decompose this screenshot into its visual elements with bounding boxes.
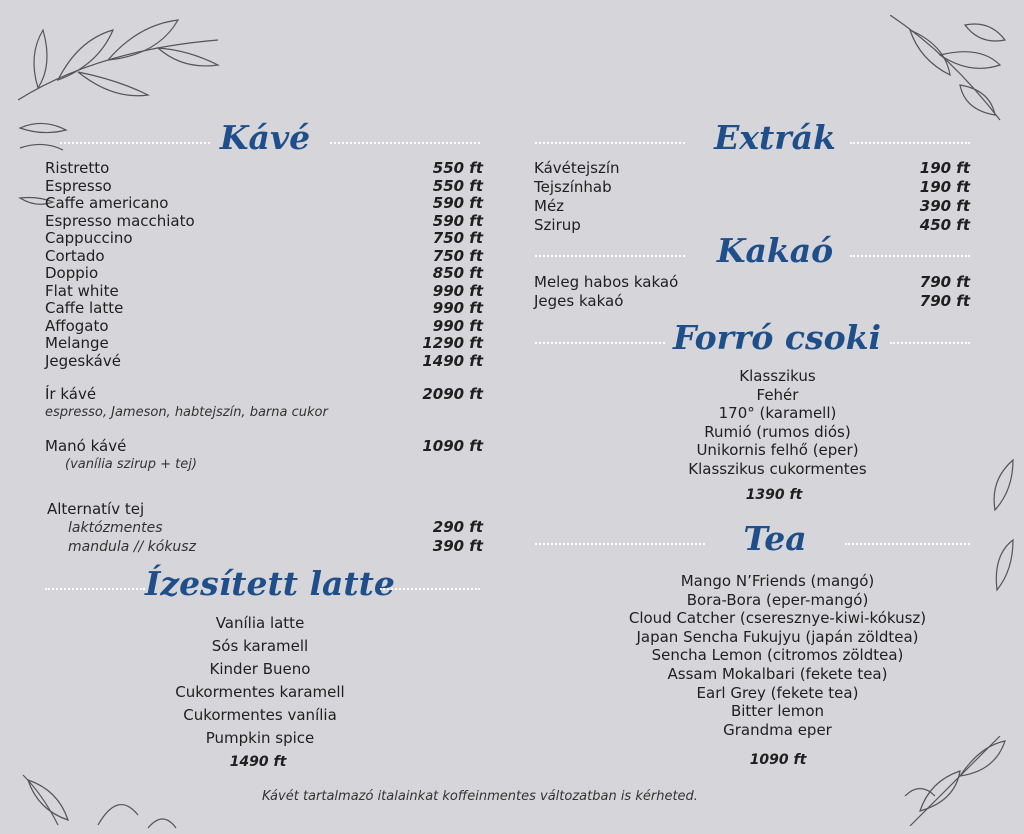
alt-tej-item-name: laktózmentes	[68, 520, 163, 536]
menu-item-name: Vanília latte	[215, 614, 305, 632]
menu-item-name: Cukormentes vanília	[183, 706, 337, 724]
menu-item-name: Sós karamell	[211, 637, 309, 655]
mano-kave-description: (vanília szirup + tej)	[65, 457, 197, 472]
menu-item-price: 550 ft	[432, 159, 483, 177]
ir-kave-price: 2090 ft	[422, 385, 483, 403]
menu-item-price: 750 ft	[432, 246, 483, 265]
menu-item-price: 1290 ft	[422, 334, 483, 352]
mano-kave-price: 1090 ft	[422, 437, 483, 455]
leaf-decoration-bottom-right-icon	[900, 736, 1010, 826]
tea-divider-right	[845, 543, 970, 545]
menu-item-name: 170° (karamell)	[718, 404, 837, 423]
alt-tej-item-price: 390 ft	[432, 537, 483, 555]
menu-item-name: Kávétejszín	[534, 159, 620, 177]
extrak-divider-left	[535, 142, 685, 144]
forro-heading: Forró csoki	[673, 318, 881, 357]
menu-item-name: Bora-Bora (eper-mangó)	[686, 590, 869, 609]
alt-tej-item-price: 290 ft	[432, 518, 483, 536]
menu-item-price: 990 ft	[432, 281, 483, 300]
menu-item-name: Méz	[534, 197, 565, 215]
menu-item-name: Unikornis felhő (eper)	[696, 441, 859, 460]
menu-item-price: 990 ft	[432, 299, 483, 317]
menu-item-name: Bitter lemon	[730, 702, 825, 721]
leaf-decoration-bottom-left-icon	[18, 770, 178, 830]
menu-item-name: Mango N’Friends (mangó)	[680, 572, 875, 590]
kave-divider-right	[330, 142, 480, 144]
izesitett-divider-right	[380, 588, 480, 590]
tea-divider-left	[535, 543, 705, 545]
menu-item-name: Espresso macchiato	[45, 211, 195, 230]
menu-item-name: Melange	[45, 334, 109, 352]
menu-item-name: Cloud Catcher (cseresznye-kiwi-kókusz)	[628, 609, 927, 628]
menu-item-name: Caffe americano	[45, 194, 169, 212]
menu-item-price: 390 ft	[919, 197, 970, 215]
menu-item-name: Tejszínhab	[534, 178, 612, 196]
kave-heading: Kávé	[219, 118, 311, 157]
kakao-divider-left	[535, 255, 685, 257]
mano-kave-name: Manó kávé	[45, 437, 127, 455]
extrak-divider-right	[850, 142, 970, 144]
menu-item-price: 990 ft	[432, 316, 483, 335]
tea-list	[585, 572, 970, 739]
izesitett-list	[130, 612, 390, 750]
menu-item-price: 790 ft	[919, 292, 970, 310]
kakao-heading: Kakaó	[716, 231, 834, 270]
menu-item-name: Cortado	[45, 246, 105, 265]
menu-item-name: Espresso	[45, 176, 112, 195]
footnote: Kávét tartalmazó italainkat koffeinmentes változatban is kérheted.	[262, 789, 698, 804]
menu-item-name: Assam Mokalbari (fekete tea)	[667, 664, 888, 683]
menu-item-name: Klasszikus cukormentes	[688, 459, 867, 478]
menu-item-name: Jeges kakaó	[534, 292, 624, 310]
forro-list	[645, 367, 910, 479]
menu-item-name: Klasszikus	[739, 367, 816, 385]
menu-item-price: 190 ft	[919, 178, 970, 196]
menu-item-name: Cukormentes karamell	[175, 683, 345, 701]
menu-item-name: Cappuccino	[45, 229, 133, 247]
kakao-divider-right	[850, 255, 970, 257]
menu-item-name: Caffe latte	[45, 299, 124, 317]
menu-item-name: Japan Sencha Fukujyu (japán zöldtea)	[636, 627, 919, 646]
forro-price: 1390 ft	[745, 487, 803, 503]
menu-item-price: 190 ft	[919, 159, 970, 177]
menu-item-name: Sencha Lemon (citromos zöldtea)	[651, 646, 904, 665]
leaf-decoration-top-right-icon	[890, 15, 1010, 125]
menu-item-name: Doppio	[45, 264, 99, 282]
menu-item-price: 450 ft	[919, 216, 970, 234]
tea-heading: Tea	[743, 519, 807, 558]
menu-item-name: Szirup	[534, 216, 581, 234]
tea-price: 1090 ft	[749, 752, 807, 768]
ir-kave-name: Ír kávé	[45, 385, 97, 403]
menu-item-price: 1490 ft	[422, 351, 483, 370]
ir-kave-description: espresso, Jameson, habtejszín, barna cukor	[45, 405, 328, 420]
menu-item-name: Meleg habos kakaó	[534, 273, 679, 291]
alt-tej-item-name: mandula // kókusz	[68, 539, 196, 555]
leaf-decoration-right-icon	[985, 455, 1015, 595]
izesitett-heading: Ízesített latte	[145, 564, 395, 603]
menu-item-price: 590 ft	[432, 194, 483, 212]
leaf-decoration-top-left-icon	[18, 10, 228, 110]
menu-item-name: Flat white	[45, 281, 119, 300]
forro-divider-right	[890, 342, 970, 344]
menu-item-price: 790 ft	[919, 273, 970, 291]
forro-divider-left	[535, 342, 665, 344]
menu-item-name: Rumió (rumos diós)	[704, 422, 851, 441]
alternativ-tej-title: Alternatív tej	[47, 500, 145, 518]
extrak-heading: Extrák	[714, 118, 836, 157]
kave-divider-left	[60, 142, 210, 144]
menu-item-name: Jegeskávé	[45, 351, 121, 370]
menu-item-name: Fehér	[756, 385, 799, 404]
menu-item-price: 590 ft	[432, 211, 483, 230]
menu-item-name: Grandma eper	[723, 720, 832, 739]
menu-item-price: 850 ft	[432, 264, 483, 282]
izesitett-price: 1490 ft	[229, 754, 287, 770]
menu-item-price: 550 ft	[432, 176, 483, 195]
izesitett-divider-left	[45, 588, 145, 590]
menu-item-name: Kinder Bueno	[209, 660, 311, 678]
menu-item-name: Earl Grey (fekete tea)	[696, 683, 859, 702]
menu-item-name: Ristretto	[45, 159, 110, 177]
menu-item-name: Affogato	[45, 316, 109, 335]
menu-item-price: 750 ft	[432, 229, 483, 247]
menu-item-name: Pumpkin spice	[205, 729, 315, 747]
